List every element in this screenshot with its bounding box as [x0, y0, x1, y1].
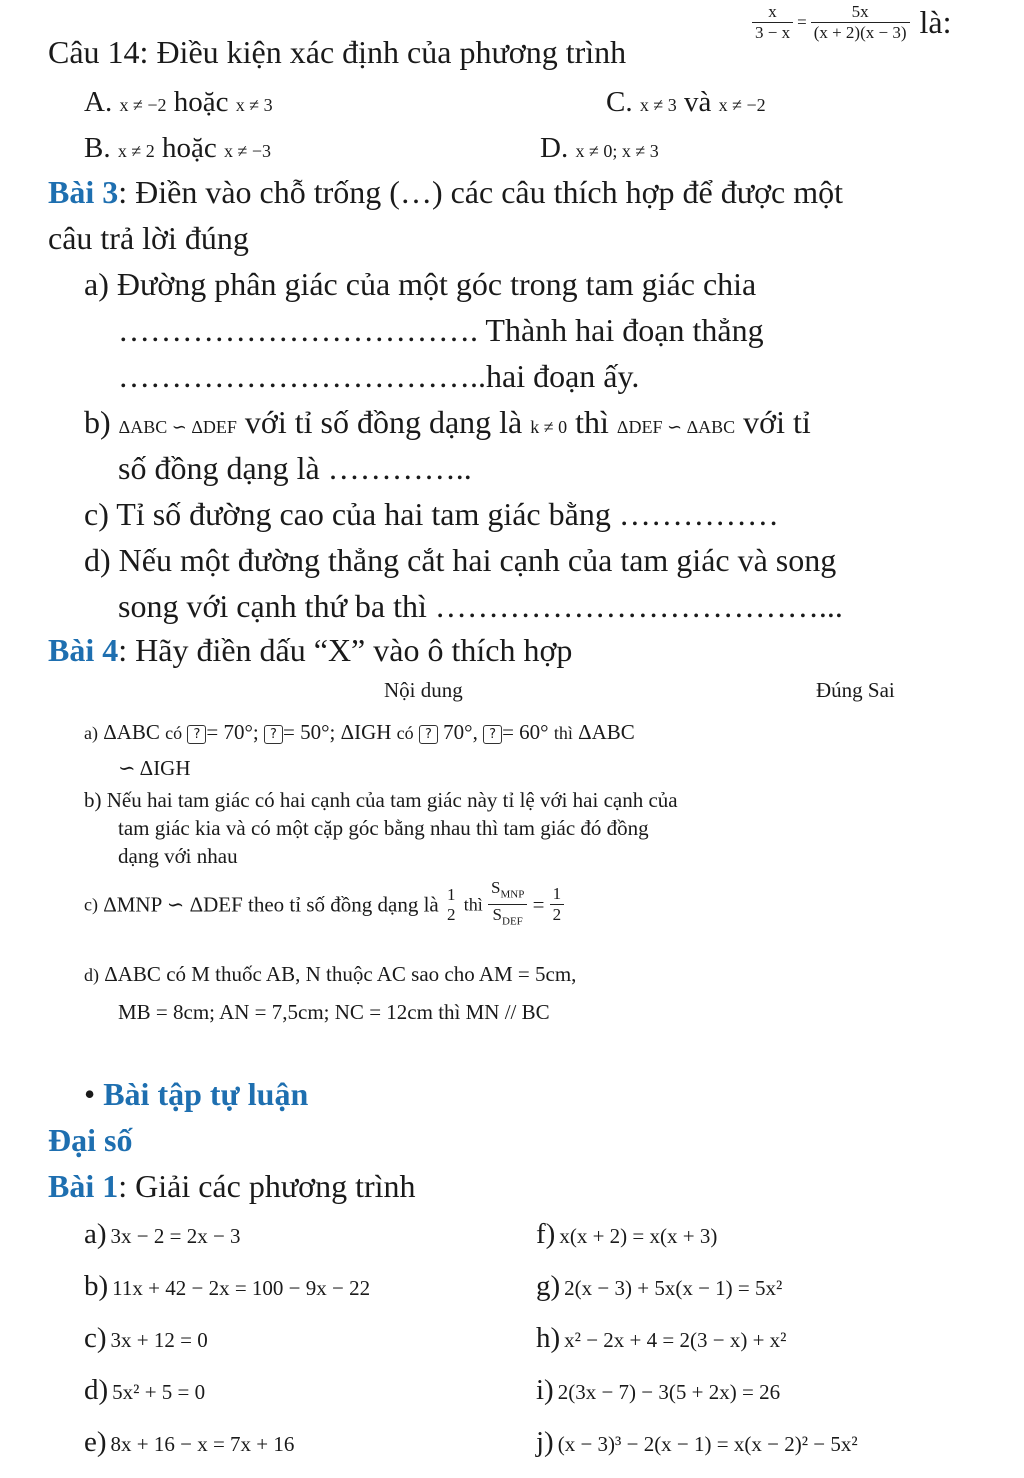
q14-option-b: B. x ≠ 2 hoặc x ≠ −3: [84, 132, 272, 164]
section-heading: • Bài tập tự luận: [84, 1076, 309, 1112]
equations-left-column: [84, 1218, 370, 1478]
equation-item: h) x² − 2x + 4 = 2(3 − x) + x²: [536, 1322, 787, 1354]
q14-rhs-fraction: $\frac{5x}{(x + 2)(x - 3)}$: [811, 2, 910, 43]
bai3-title-line2: câu trả lời đúng: [48, 220, 249, 256]
bai4-item-b: b) Nếu hai tam giác có hai cạnh của tam giác này tỉ lệ với hai cạnh của: [84, 788, 678, 812]
equations-right-column: [536, 1218, 858, 1478]
bai4-item-b-line3: dạng với nhau: [118, 844, 238, 868]
bai3-item-c: c) Tỉ số đường cao của hai tam giác bằng ……………: [84, 496, 779, 532]
equation-item: i) 2(3x − 7) − 3(5 + 2x) = 26: [536, 1374, 781, 1406]
equation-item: f) x(x + 2) = x(x + 3): [536, 1218, 718, 1250]
q14-prompt: Câu 14: Điều kiện xác định của phương trình: [48, 34, 627, 70]
bai3-item-d: d) Nếu một đường thẳng cắt hai cạnh của tam giác và song: [84, 542, 837, 578]
bai4-item-b-line2: tam giác kia và có một cặp góc bằng nhau thì tam giác đó đồng: [118, 816, 649, 840]
similarity-ratio: 1 2: [446, 884, 456, 924]
equation-item: b) 11x + 42 − 2x = 100 − 9x − 22: [84, 1270, 371, 1302]
bai1-title: Bài 1: Giải các phương trình: [48, 1168, 416, 1204]
equation-item: c) 3x + 12 = 0: [84, 1322, 208, 1354]
bai3-item-b-line2: số đồng dạng là …………..: [118, 450, 472, 486]
bai3-item-d-line2: song với cạnh thứ ba thì ………………………………...: [118, 588, 843, 624]
table-header-content: Nội dung: [384, 678, 463, 702]
bai4-item-d: d) ΔABC có M thuốc AB, N thuộc AC sao cho AM = 5cm,: [84, 962, 577, 986]
bai3-title: Bài 3: Điền vào chỗ trống (…) các câu thích hợp để được một: [48, 174, 843, 210]
missing-angle-icon: ?: [419, 725, 438, 744]
q14-option-a: A. x ≠ −2 hoặc x ≠ 3: [84, 86, 273, 118]
bai4-item-a: a) ΔABC có ? = 70°; ? = 50°; ΔIGH có ? 70°, ? = 60° thì ΔABC: [84, 720, 635, 744]
missing-angle-icon: ?: [483, 725, 502, 744]
bai3-item-a-line3: ……………………………..hai đoạn ấy.: [118, 358, 640, 394]
equation-item: g) 2(x − 3) + 5x(x − 1) = 5x²: [536, 1270, 783, 1302]
equation-item: a) 3x − 2 = 2x − 3: [84, 1218, 241, 1250]
area-ratio: $\frac{S_{MNP}}{S_{DEF}}$: [488, 878, 527, 932]
q14-option-d: D. x ≠ 0; x ≠ 3: [540, 132, 659, 164]
equation-item: d) 5x² + 5 = 0: [84, 1374, 206, 1406]
bai4-title: Bài 4: Hãy điền dấu “X” vào ô thích hợp: [48, 632, 573, 668]
q14-option-c: C. x ≠ 3 và x ≠ −2: [606, 86, 766, 118]
bai4-item-d-line2: MB = 8cm; AN = 7,5cm; NC = 12cm thì MN // BC: [118, 1000, 550, 1024]
bai3-item-a-line2: ……………………………. Thành hai đoạn thẳng: [118, 312, 764, 348]
missing-angle-icon: ?: [187, 725, 206, 744]
bai4-item-c: c) ΔMNP ∽ ΔDEF theo tỉ số đồng dạng là 1 2 thì $\frac{S_{MNP}}{S_{DEF}}$ = $\frac{1}{2}$: [84, 878, 564, 932]
bai3-item-b: b) ΔABC ∽ ΔDEF với tỉ số đồng dạng là k ≠ 0 thì ΔDEF ∽ ΔABC với tỉ: [84, 404, 811, 440]
missing-angle-icon: ?: [264, 725, 283, 744]
equation-item: j) (x − 3)³ − 2(x − 1) = x(x − 2)² − 5x²: [536, 1426, 858, 1458]
q14-equation: $\frac{x}{3 - x}$ = $\frac{5x}{(x + 2)(x - 3)}$ là:: [752, 2, 952, 43]
equation-item: e) 8x + 16 − x = 7x + 16: [84, 1426, 295, 1458]
table-header-right-wrong: Đúng Sai: [816, 678, 895, 702]
bai3-item-a: a) Đường phân giác của một góc trong tam giác chia: [84, 266, 757, 302]
algebra-heading: Đại số: [48, 1122, 133, 1158]
bai4-item-a-line2: ∽ ΔIGH: [118, 756, 191, 780]
q14-lhs-fraction: $\frac{x}{3 - x}$: [752, 2, 793, 43]
half-ratio: $\frac{1}{2}$: [550, 884, 565, 925]
bullet-icon: •: [84, 1076, 96, 1112]
